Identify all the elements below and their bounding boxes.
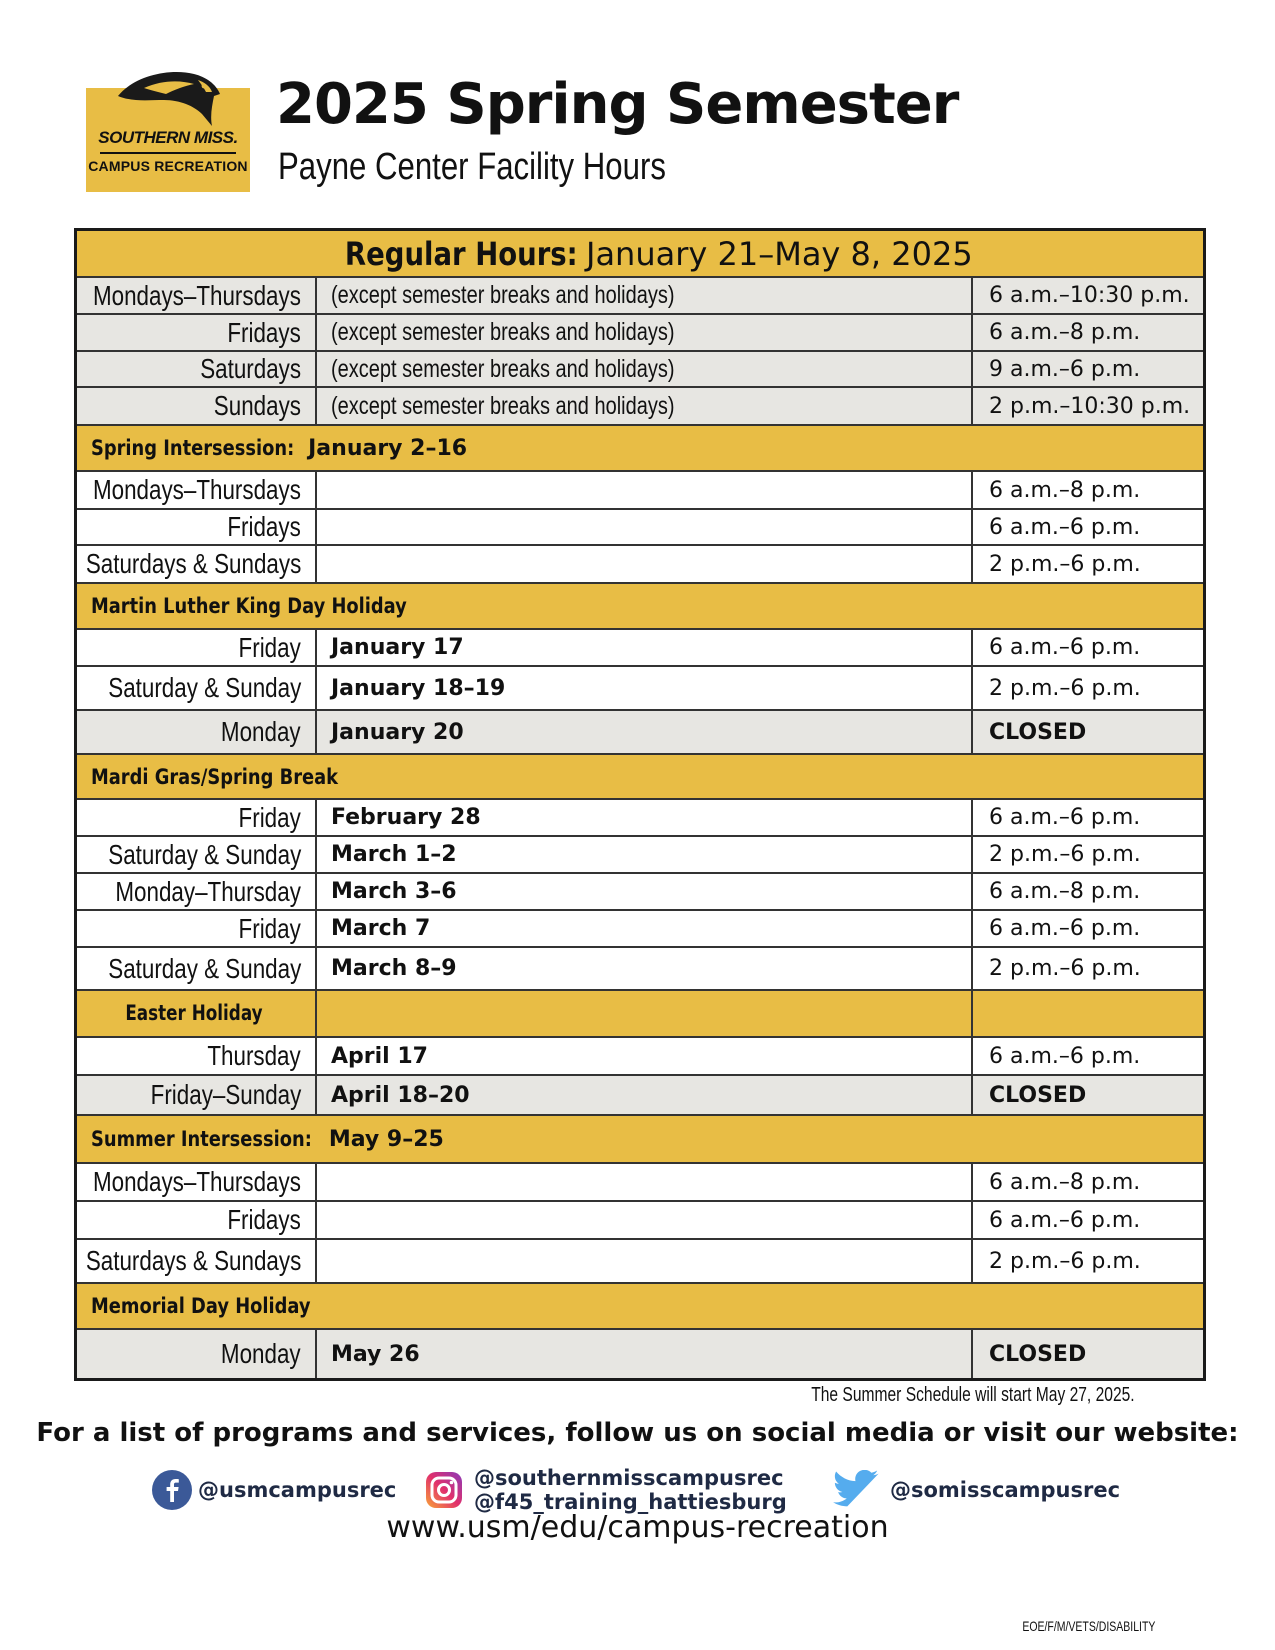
table-row (77, 630, 1203, 667)
hours-value: 6 a.m.–6 p.m. (989, 1207, 1141, 1233)
day-label: Monday (221, 1338, 301, 1369)
twitter-icon (830, 1470, 886, 1510)
day-label: Mondays–Thursdays (93, 474, 301, 505)
table-row (77, 472, 1203, 510)
hours-value: 6 a.m.–8 p.m. (989, 477, 1141, 503)
row-note: (except semester breaks and holidays) (331, 281, 675, 309)
day-label: Thursday (207, 1040, 301, 1071)
day-label: Sundays (213, 390, 301, 421)
table-row (77, 800, 1203, 837)
day-label: Mondays–Thursdays (93, 279, 301, 311)
hours-value: 6 a.m.–6 p.m. (989, 1043, 1141, 1069)
logo-line-2: CAMPUS RECREATION (88, 158, 248, 174)
row-note: (except semester breaks and holidays) (331, 354, 675, 383)
section-label: Easter Holiday (125, 1001, 263, 1025)
table-row (77, 1164, 1203, 1202)
facebook-handle[interactable]: @usmcampusrec (198, 1478, 397, 1502)
day-label: Monday–Thursday (115, 875, 301, 907)
hours-value: 6 a.m.–8 p.m. (989, 1169, 1141, 1195)
instagram-icon (424, 1470, 464, 1510)
date-value: April 17 (317, 1038, 973, 1074)
summer-schedule-note: The Summer Schedule will start May 27, 2025. (811, 1384, 1135, 1406)
table-row (77, 1202, 1203, 1240)
regular-hours-header (77, 231, 1203, 278)
table-row (77, 388, 1203, 426)
logo-line-1: SOUTHERN MISS. (98, 128, 238, 147)
day-label: Fridays (227, 1204, 301, 1235)
hours-value: 6 a.m.–6 p.m. (989, 514, 1141, 540)
table-row (77, 948, 1203, 991)
table-row (77, 1240, 1203, 1284)
date-value: March 7 (317, 911, 973, 946)
hours-value: CLOSED (989, 719, 1087, 745)
section-label: Spring Intersession: (91, 436, 295, 460)
day-label: Saturday & Sunday (107, 952, 301, 984)
table-row (77, 1076, 1203, 1116)
hours-value: 6 a.m.–8 p.m. (989, 879, 1141, 904)
date-value: January 17 (317, 630, 973, 665)
table-row (77, 315, 1203, 352)
hours-value: 6 a.m.–6 p.m. (989, 635, 1141, 660)
eoe-statement: EOE/F/M/VETS/DISABILITY (1021, 1618, 1155, 1634)
table-row (77, 1330, 1203, 1378)
day-label: Saturdays & Sundays (85, 548, 301, 579)
table-row (77, 546, 1203, 584)
hours-value: 2 p.m.–6 p.m. (989, 1248, 1141, 1274)
hours-value: 6 a.m.–6 p.m. (989, 916, 1141, 941)
row-note: (except semester breaks and holidays) (331, 391, 675, 420)
date-value: March 1–2 (317, 837, 973, 872)
golden-eagle-icon (114, 66, 224, 130)
instagram-handle-1[interactable]: @southernmisscampusrec (474, 1465, 784, 1490)
day-label: Saturdays & Sundays (85, 1245, 301, 1276)
table-row (77, 1038, 1203, 1076)
mlk-holiday-header (77, 584, 1203, 630)
schedule-table (74, 228, 1206, 1381)
hours-value: 2 p.m.–6 p.m. (989, 956, 1141, 981)
website-link[interactable]: www.usm/edu/campus-recreation (386, 1510, 889, 1545)
date-value: January 18–19 (317, 667, 973, 709)
table-row (77, 911, 1203, 948)
table-row (77, 837, 1203, 874)
day-label: Fridays (227, 511, 301, 542)
regular-hours-label: Regular Hours: (345, 234, 578, 273)
hours-value: 6 a.m.–8 p.m. (989, 320, 1141, 345)
day-label: Saturday & Sunday (107, 672, 301, 703)
date-value: March 3–6 (317, 874, 973, 909)
date-value: March 8–9 (317, 948, 973, 989)
table-row (77, 667, 1203, 711)
day-label: Monday (221, 716, 301, 747)
day-label: Saturdays (200, 353, 301, 384)
day-label: Friday–Sunday (150, 1079, 301, 1110)
table-row (77, 874, 1203, 911)
summer-intersession-header (77, 1116, 1203, 1164)
hours-value: CLOSED (989, 1341, 1087, 1367)
hours-value: 2 p.m.–10:30 p.m. (989, 393, 1191, 419)
page-title: 2025 Spring Semester (276, 72, 959, 137)
table-row (77, 510, 1203, 546)
memorial-holiday-header (77, 1284, 1203, 1330)
twitter-handle[interactable]: @somisscampusrec (890, 1478, 1121, 1502)
date-value: April 18–20 (317, 1076, 973, 1114)
section-label: Memorial Day Holiday (91, 1294, 311, 1318)
day-label: Friday (238, 631, 301, 663)
campus-rec-logo (86, 88, 250, 192)
hours-value: 6 a.m.–10:30 p.m. (989, 283, 1190, 308)
day-label: Saturday & Sunday (107, 838, 301, 870)
day-label: Friday (238, 912, 301, 944)
easter-holiday-header (77, 991, 1203, 1038)
spring-intersession-header (77, 426, 1203, 472)
table-row (77, 711, 1203, 755)
page-subtitle: Payne Center Facility Hours (278, 146, 666, 188)
hours-value: 2 p.m.–6 p.m. (989, 842, 1141, 867)
section-label: Martin Luther King Day Holiday (91, 594, 407, 618)
facebook-icon (152, 1470, 192, 1510)
regular-hours-dates: January 21–May 8, 2025 (586, 234, 973, 273)
date-value: February 28 (317, 800, 973, 835)
section-label: Summer Intersession: (91, 1127, 312, 1151)
section-dates: January 2–16 (308, 435, 468, 461)
day-label: Fridays (227, 316, 301, 348)
section-dates: May 9–25 (328, 1126, 444, 1152)
day-label: Friday (238, 801, 301, 833)
table-row (77, 278, 1203, 315)
mardi-gras-header (77, 755, 1203, 800)
social-cta: For a list of programs and services, follow us on social media or visit our website: (36, 1418, 1239, 1448)
hours-value: 2 p.m.–6 p.m. (989, 675, 1141, 701)
day-label: Mondays–Thursdays (93, 1166, 301, 1197)
logo-divider (100, 152, 236, 154)
hours-value: CLOSED (989, 1082, 1087, 1108)
hours-value: 2 p.m.–6 p.m. (989, 551, 1141, 577)
date-value: January 20 (317, 711, 973, 753)
row-note: (except semester breaks and holidays) (331, 318, 675, 346)
hours-value: 9 a.m.–6 p.m. (989, 356, 1141, 382)
date-value: May 26 (317, 1330, 973, 1378)
section-label: Mardi Gras/Spring Break (91, 764, 339, 789)
hours-value: 6 a.m.–6 p.m. (989, 805, 1141, 830)
instagram-handle-2[interactable]: @f45_training_hattiesburg (474, 1490, 787, 1514)
table-row (77, 352, 1203, 388)
